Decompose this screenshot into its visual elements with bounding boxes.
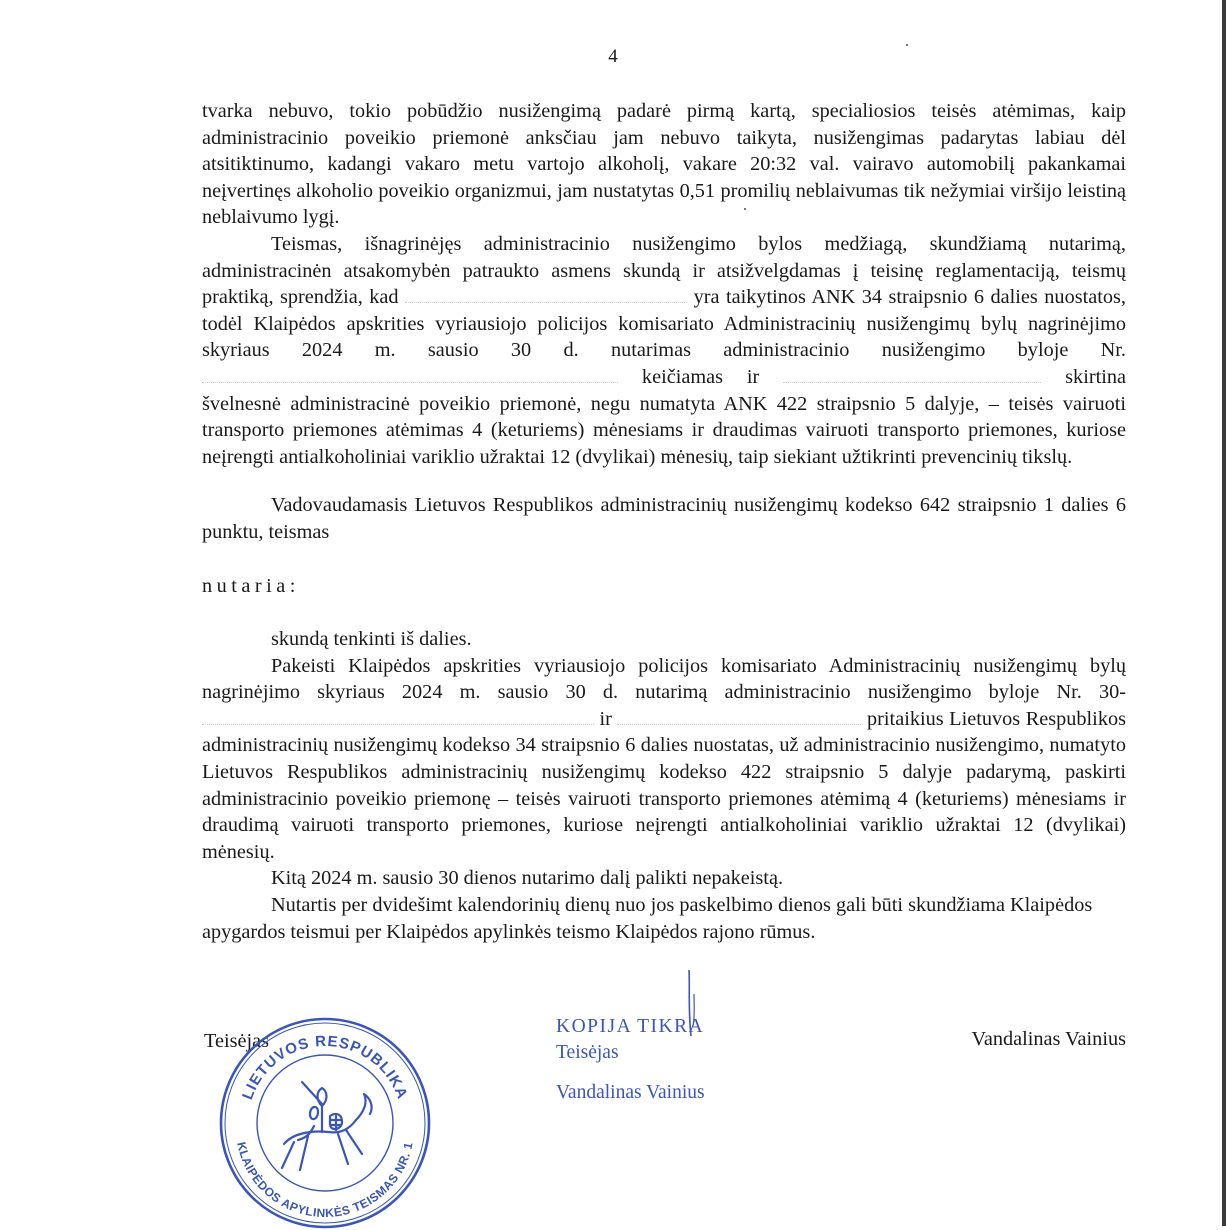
paragraph-1: tvarka nebuvo, tokio pobūdžio nusižengimą padarė pirmą kartą, specialiosios teisės atėmimas, kaip administracinio poveikio priemonė anksčiau jam nebuvo taikyta, nusižengimas padarytas labiau dėl atsitiktinumo, kadangi vakaro metu vartojo alkoholį, vakare 20:32 val. vairavo automobilį pakankamai neįvertinęs alkoholio poveikio organizmui, jam nustatytas 0,51 promilių neblaivumas tik nežymiai viršijo leistiną neblaivumo lygį.	[202, 100, 1126, 229]
paragraph-6	[202, 653, 1126, 866]
paragraph-6-part-a: Pakeisti Klaipėdos apskrities vyriausiojo policijos komisariato Administracinių nusižengimų bylų nagrinėjimo skyriaus 2024 m. sausio 30 d. nutarimą administracinio nusižengimo byloje Nr. 30-	[202, 654, 1126, 704]
page-edge	[1222, 0, 1226, 1226]
paragraph-8: Nutartis per dvidešimt kalendorinių dienų nuo jos paskelbimo dienos gali būti skundžiama Klaipėdos apygardos teismui per Klaipėdos apylinkės teismo Klaipėdos rajono rūmus.	[202, 894, 1093, 943]
ruling-heading: nutaria:	[202, 574, 300, 597]
paragraph-3: Vadovaudamasis Lietuvos Respublikos administracinių nusižengimų kodekso 642 straipsnio 1 dalies 6 punktu, teismas	[202, 494, 1126, 543]
paragraph-2-part-d: skirtina švelnesnė administracinė poveikio priemonė, negu numatyta ANK 422 straipsnio 5 dalyje, – teisės vairuoti transporto priemones atėmimas 4 (keturiems) mėnesiams ir draudimas vairuoti transporto priemones, kuriose neįrengti antialkoholiniai variklio užraktai 12 (dvylikai) mėnesių, taip siekiant užtikrinti prevencinių tikslų.	[202, 365, 1126, 468]
judge-name: Vandalinas Vainius	[971, 1028, 1126, 1050]
spacer	[202, 599, 1126, 626]
vytis-knight-icon	[282, 1082, 372, 1170]
paragraph-2	[202, 231, 1126, 470]
document-body	[202, 98, 1126, 945]
paragraph-5: skundą tenkinti iš dalies.	[271, 628, 472, 651]
spacer	[202, 470, 1126, 492]
court-seal	[218, 1016, 432, 1230]
redaction-name	[405, 292, 687, 303]
spacer	[202, 546, 1126, 573]
svg-text:KLAIPĖDOS APYLINKĖS TEISMAS NR	[234, 1141, 416, 1221]
paragraph-7: Kitą 2024 m. sausio 30 dienos nutarimo dalį palikti nepakeistą.	[271, 867, 784, 890]
stamp-title: KOPIJA TIKRA	[556, 1016, 705, 1037]
paragraph-6-part-b: ir	[599, 707, 612, 730]
seal-text-top: LIETUVOS RESPUBLIKA	[239, 1032, 411, 1102]
seal-text-bottom: KLAIPĖDOS APYLINKĖS TEISMAS NR. 1	[234, 1140, 416, 1221]
paragraph-6-part-c: pritaikius Lietuvos Respublikos administracinių nusižengimų kodekso 34 straipsnio 6 dalies nuostatas, už administracinio nusižengimo, numatyto Lietuvos Respublikos administracinių nusižengimų kodekso 422 straipsnio 5 dalyje padarymą, paskirti administracinio poveikio priemonę – teisės vairuoti transporto priemones atėmimą 4 (keturiems) mėnesiams ir draudimą vairuoti transporto priemones, kuriose neįrengti antialkoholiniai variklio užraktai 12 (dvylikai) mėnesių.	[202, 707, 1126, 863]
page-number: 4	[608, 46, 618, 67]
redaction-case-number	[202, 372, 618, 383]
ink-speck	[744, 208, 746, 210]
copy-certification-stamp	[556, 1014, 705, 1106]
stamp-role: Teisėjas	[556, 1042, 619, 1063]
ink-speck	[906, 44, 908, 46]
paragraph-2-part-a: Teismas, išnagrinėjęs administracinio nusižengimo bylos medžiagą, skundžiamą nutarimą, administracinėn atsakomybėn patraukto asmens skundą ir atsižvelgdamas į teisinę reglamentaciją, teismų praktiką, sprendžia, kad	[202, 232, 1126, 309]
paragraph-2-part-b: yra taikytinos ANK 34 straipsnio 6 dalies nuostatos, todėl Klaipėdos apskrities vyriausiojo policijos komisariato Administracinių nusižengimų bylų nagrinėjimo skyriaus 2024 m. sausio 30 d. nutarimas administracinio nusižengimo byloje Nr.	[202, 286, 1126, 362]
redaction-case-number	[202, 714, 594, 725]
paragraph-2-part-c: keičiamas ir	[641, 365, 760, 388]
redaction-name	[617, 714, 861, 725]
stamp-name: Vandalinas Vainius	[556, 1082, 705, 1103]
judge-label: Teisėjas	[204, 1030, 270, 1052]
redaction-name	[783, 372, 1041, 383]
